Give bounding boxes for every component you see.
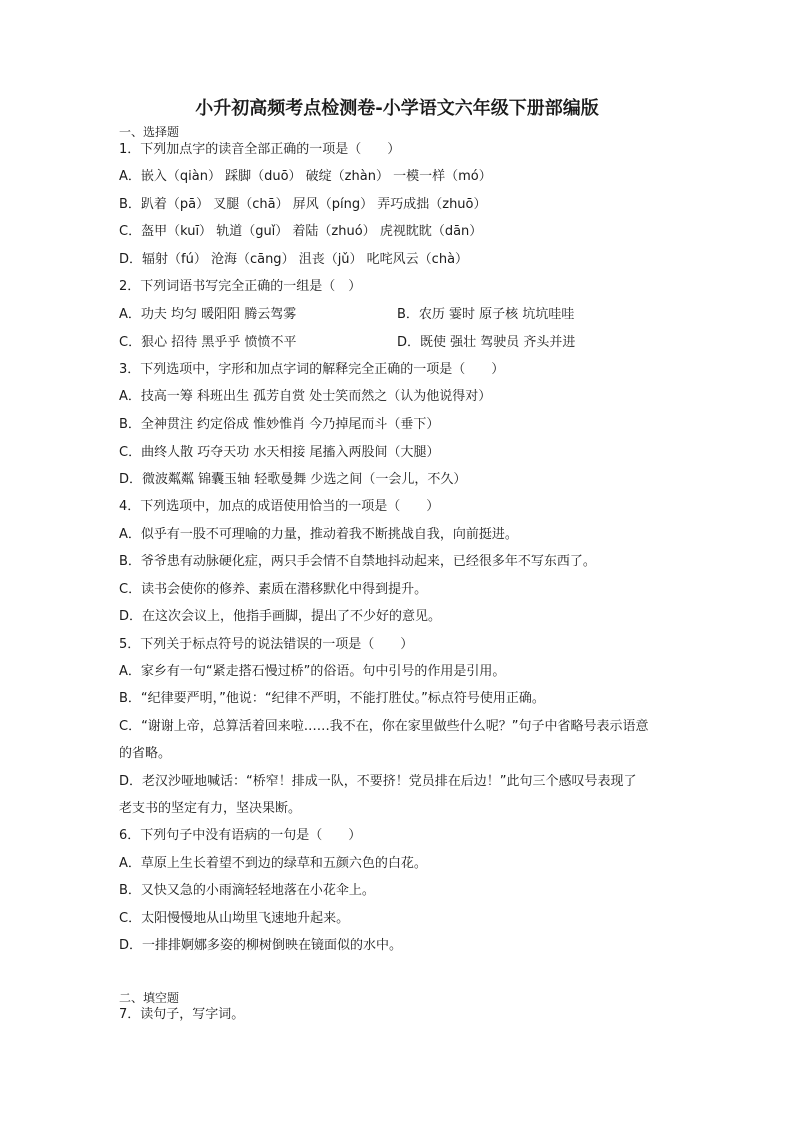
- option-b: B．又快又急的小雨滴轻轻地落在小花伞上。: [119, 883, 375, 898]
- option-d: D．微波粼粼 锦囊玉轴 轻歌曼舞 少选之间（一会儿，不久）: [119, 472, 467, 487]
- option-c: C．曲终人散 巧夺天功 水天相接 尾搐入两股间（大腿）: [119, 445, 440, 460]
- option-a: A．草原上生长着望不到边的绿草和五颜六色的白花。: [119, 856, 427, 871]
- option-b: B．农历 霎时 原子核 坑坑哇哇: [397, 307, 575, 322]
- option-d: D．在这次会议上，他指手画脚，提出了不少好的意见。: [119, 609, 442, 624]
- option-c: C．狠心 招待 黑乎乎 愤愤不平: [119, 335, 297, 350]
- section-heading: 二、填空题: [119, 991, 180, 1005]
- option-c: C．“谢谢上帝，总算活着回来啦……我不在，你在家里做些什么呢？”句子中省略号表示语意: [119, 719, 649, 734]
- question-stem: 3．下列选项中，字形和加点字词的解释完全正确的一项是（ ）: [119, 362, 505, 377]
- option-d: D．一排排婀娜多姿的柳树倒映在镜面似的水中。: [119, 938, 403, 953]
- option-row: [119, 334, 679, 352]
- option-c-continued: 的省略。: [119, 746, 172, 761]
- option-a: A．技高一筹 科班出生 孤芳自赏 处士笑而然之（认为他说得对）: [119, 389, 492, 404]
- option-d: D．辐射（fú） 沧海（cāng） 沮丧（jǔ） 叱咤风云（chà）: [119, 252, 469, 267]
- page-title: 小升初高频考点检测卷-小学语文六年级下册部编版: [195, 98, 599, 119]
- question-stem: 7．读句子，写字词。: [119, 1007, 245, 1022]
- option-b: B．全神贯注 约定俗成 惟妙惟肖 今乃掉尾而斗（垂下）: [119, 417, 440, 432]
- option-a: A．似乎有一股不可理喻的力量，推动着我不断挑战自我，向前挺进。: [119, 527, 518, 542]
- question-stem: 5．下列关于标点符号的说法错误的一项是（ ）: [119, 637, 414, 652]
- option-a: A．嵌入（qiàn） 踩脚（duō） 破绽（zhàn） 一模一样（mó）: [119, 169, 492, 184]
- option-c: C．盔甲（kuī） 轨道（guǐ） 着陆（zhuó） 虎视眈眈（dān）: [119, 224, 483, 239]
- question-stem: 6．下列句子中没有语病的一句是（ ）: [119, 828, 362, 843]
- option-c: C．太阳慢慢地从山坳里飞速地升起来。: [119, 911, 350, 926]
- option-b: B．趴着（pā） 叉腿（chā） 屏风（píng） 弄巧成拙（zhuō）: [119, 197, 487, 212]
- question-stem: 2．下列词语书写完全正确的一组是（ ）: [119, 279, 362, 294]
- question-stem: 4．下列选项中，加点的成语使用恰当的一项是（ ）: [119, 499, 440, 514]
- option-d-continued: 老支书的坚定有力，坚决果断。: [119, 801, 302, 816]
- option-b: B．爷爷患有动脉硬化症，两只手会情不自禁地抖动起来，已经很多年不写东西了。: [119, 554, 596, 569]
- option-c: C．读书会使你的修养、素质在潜移默化中得到提升。: [119, 582, 428, 597]
- option-row: [119, 306, 679, 324]
- option-b: B．“纪律要严明，”他说：“纪律不严明，不能打胜仗。”标点符号使用正确。: [119, 691, 545, 706]
- option-d: D．既使 强壮 驾驶员 齐头并进: [397, 335, 576, 350]
- option-a: A．功夫 均匀 暖阳阳 腾云驾雾: [119, 307, 297, 322]
- question-stem: 1．下列加点字的读音全部正确的一项是（ ）: [119, 142, 401, 157]
- option-d: D．老汉沙哑地喊话：“桥窄！排成一队，不要挤！党员排在后边！”此句三个感叹号表现了: [119, 774, 637, 789]
- section-heading: 一、选择题: [119, 125, 180, 139]
- option-a: A．家乡有一句“紧走搭石慢过桥”的俗语。句中引号的作用是引用。: [119, 664, 506, 679]
